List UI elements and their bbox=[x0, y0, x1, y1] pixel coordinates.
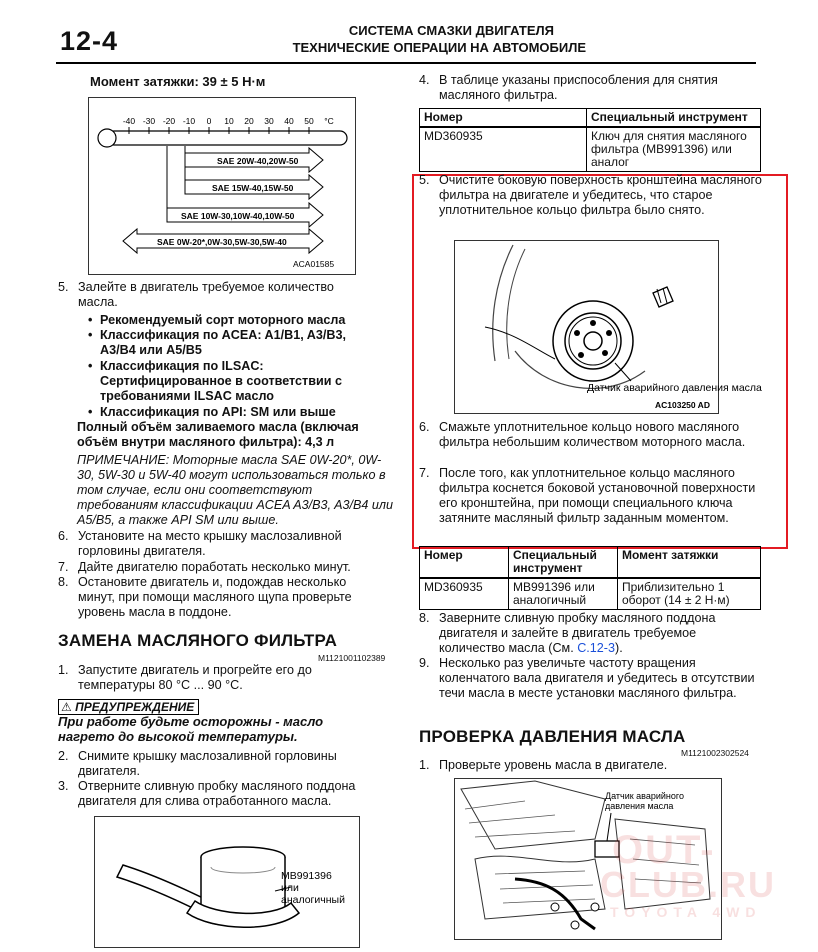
col-header-number: Номер bbox=[420, 109, 587, 128]
step-number: 5. bbox=[419, 173, 430, 187]
warning-text: При работе будьте осторожны - масло нагрето до высокой температуры. bbox=[58, 714, 324, 744]
tools-table bbox=[419, 108, 761, 172]
oring-label: Датчик аварийного давления масла bbox=[587, 382, 762, 394]
torque-table bbox=[419, 546, 761, 610]
page-number: 12-4 bbox=[60, 26, 119, 56]
cell-tool: MB991396 или аналогичный bbox=[509, 578, 618, 610]
step-number: 6. bbox=[419, 420, 430, 434]
oring-drawing bbox=[455, 241, 762, 413]
bullet-text: Классификация по API: SM или выше bbox=[100, 405, 336, 419]
table-header-row bbox=[420, 109, 761, 128]
section-code: M1121001102389 bbox=[318, 653, 386, 663]
step-6-install-cap bbox=[58, 529, 378, 559]
step-number: 8. bbox=[58, 575, 69, 589]
wrench-label: MB991396 или аналогичный bbox=[281, 870, 345, 906]
tick-label: 20 bbox=[244, 116, 254, 126]
step-text: Дайте двигателю поработать несколько минут. bbox=[78, 560, 351, 574]
step-number: 7. bbox=[58, 560, 69, 574]
step-1-warm-up bbox=[58, 663, 358, 693]
step-text-part: Заверните сливную пробку масляного поддона двигателя и залейте в двигатель требуемое количество масла (См. bbox=[439, 611, 716, 655]
band-label-3: SAE 10W-30,10W-40,10W-50 bbox=[181, 211, 295, 221]
step-6-lubricate bbox=[419, 420, 759, 450]
bullet-text: Рекомендуемый сорт моторного масла bbox=[100, 313, 346, 327]
table-row bbox=[420, 578, 761, 610]
watermark-line3: TOYOTA 4WD bbox=[610, 904, 762, 920]
step-9-check-leak bbox=[419, 656, 764, 701]
sae-viscosity-chart bbox=[88, 97, 356, 275]
warning-label-text: ПРЕДУПРЕЖДЕНИЕ bbox=[75, 700, 195, 714]
bulb-cover bbox=[103, 132, 113, 144]
table-header-row bbox=[420, 547, 761, 579]
section-title-oil-pressure: ПРОВЕРКА ДАВЛЕНИЯ МАСЛА bbox=[419, 727, 686, 746]
col-header-tool: Специальный инструмент bbox=[587, 109, 761, 128]
section-title-filter-replacement: ЗАМЕНА МАСЛЯНОГО ФИЛЬТРА bbox=[58, 631, 338, 650]
step-text: Очистите боковую поверхность кронштейна масляного фильтра на двигателе и убедитесь, что старое уплотнительное кольцо фильтра было снято. bbox=[439, 173, 762, 217]
step-5-fill-oil bbox=[58, 280, 358, 310]
band-label-1: SAE 20W-40,20W-50 bbox=[217, 156, 299, 166]
section-code: M1121002302524 bbox=[681, 748, 749, 758]
step-4-tools bbox=[419, 73, 759, 103]
step-number: 3. bbox=[58, 779, 69, 793]
step-number: 1. bbox=[419, 758, 430, 772]
page-ref-link[interactable]: С.12-3 bbox=[577, 641, 616, 655]
step-text: Смажьте уплотнительное кольцо нового масляного фильтра небольшим количеством моторного масла. bbox=[439, 420, 746, 449]
table-row bbox=[420, 127, 761, 172]
figure-code: ACA01585 bbox=[293, 259, 335, 269]
tick-label: 40 bbox=[284, 116, 294, 126]
step-text: После того, как уплотнительное кольцо масляного фильтра коснется боковой установочной поверхности его кронштейна, при помощи специального ключа затяните масляный фильтр заданным моментом. bbox=[439, 466, 756, 525]
header-rule bbox=[56, 62, 756, 64]
watermark-line1: OUT- bbox=[612, 828, 716, 872]
band-label-2: SAE 15W-40,15W-50 bbox=[212, 183, 294, 193]
step-text: Снимите крышку маслозаливной горловины двигателя. bbox=[78, 749, 337, 778]
step-number: 7. bbox=[419, 466, 430, 480]
tick-label: -40 bbox=[122, 116, 136, 126]
step-3-drain-oil bbox=[58, 779, 378, 809]
step-number: 6. bbox=[58, 529, 69, 543]
sae-chart-svg bbox=[89, 98, 355, 274]
tick-label: -20 bbox=[162, 116, 176, 126]
filter-wrench-drawing bbox=[95, 817, 359, 947]
step-text: Проверьте уровень масла в двигателе. bbox=[439, 758, 668, 772]
col-header-number: Номер bbox=[420, 547, 509, 579]
tick-label: 30 bbox=[264, 116, 274, 126]
cell-number: MD360935 bbox=[420, 127, 587, 172]
tick-label: °C bbox=[324, 116, 334, 126]
tick-label: -10 bbox=[182, 116, 196, 126]
step-number: 8. bbox=[419, 611, 430, 625]
plug-part bbox=[653, 287, 673, 307]
step-5-clean-surface bbox=[419, 173, 764, 218]
cell-tool: Ключ для снятия масляного фильтра (MB991396) или аналог bbox=[587, 127, 761, 172]
sensor-label: Датчик аварийного давления масла bbox=[605, 791, 684, 811]
oring-figure bbox=[454, 240, 762, 414]
step-text-part: ). bbox=[615, 641, 623, 655]
bullet-acea: • Классификация по ACEA: A1/B1, A3/B3, A3/B4 или A5/B5 bbox=[88, 328, 368, 358]
warning-icon: ⚠ bbox=[61, 700, 72, 714]
step-number: 2. bbox=[58, 749, 69, 763]
bullet-api: • Классификация по API: SM или выше bbox=[88, 405, 368, 420]
cell-number: MD360935 bbox=[420, 578, 509, 610]
filter-wrench-figure bbox=[94, 816, 360, 948]
bullet-text: Классификация по ACEA: A1/B1, A3/B3, A3/B4 или A5/B5 bbox=[100, 328, 346, 357]
col-header-tool: Специальный инструмент bbox=[509, 547, 618, 579]
bullet-ilsac: • Классификация по ILSAC: Сертифицированное в соответствии с требованиями ILSAC масло bbox=[88, 359, 384, 404]
step-text: Отверните сливную пробку масляного поддона двигателя для слива отработанного масла. bbox=[78, 779, 356, 808]
note-text: ПРИМЕЧАНИЕ: Моторные масла SAE 0W-20*, 0W-30, 5W-30 и 5W-40 могут использоваться только в том случае, если они соответствуют требованиям классификации ACEA A3/B3, A3/B4 или A5/B5, а также API SM или выше. bbox=[77, 453, 393, 527]
step-text: Несколько раз увеличьте частоту вращения коленчатого вала двигателя и убедитесь в отсутствии течи масла в месте установки масляного фильтра. bbox=[439, 656, 755, 700]
step-7-run-engine bbox=[58, 560, 388, 575]
col-header-torque: Момент затяжки bbox=[618, 547, 761, 579]
step-number: 4. bbox=[419, 73, 430, 87]
step-1-check-level bbox=[419, 758, 759, 773]
tick-label: 50 bbox=[304, 116, 314, 126]
step-2-remove-cap bbox=[58, 749, 378, 779]
torque-spec: Момент затяжки: 39 ± 5 Н·м bbox=[90, 74, 266, 89]
oring-figure-code: AC103250 AD bbox=[655, 400, 710, 410]
step-text: Остановите двигатель и, подождав несколько минут, при помощи масляного щупа проверьте уровень масла в поддоне. bbox=[78, 575, 352, 619]
step-number: 1. bbox=[58, 663, 69, 677]
bullet-text: Классификация по ILSAC: Сертифицированное в соответствии с требованиями ILSAC масло bbox=[100, 359, 342, 403]
step-8-drain-plug bbox=[419, 611, 764, 656]
header-subtitle: ТЕХНИЧЕСКИЕ ОПЕРАЦИИ НА АВТОМОБИЛЕ bbox=[292, 40, 586, 55]
tick-label: 0 bbox=[206, 116, 212, 126]
center-thread bbox=[584, 332, 602, 350]
step-8-check-level bbox=[58, 575, 378, 620]
bullet-oil-grade: • Рекомендуемый сорт моторного масла bbox=[88, 313, 368, 328]
watermark-line2: CLUB.RU bbox=[600, 864, 776, 905]
header-title: СИСТЕМА СМАЗКИ ДВИГАТЕЛЯ bbox=[348, 23, 554, 38]
step-text bbox=[439, 611, 764, 656]
tick-label: 10 bbox=[224, 116, 234, 126]
step-number: 9. bbox=[419, 656, 430, 670]
step-7-tighten bbox=[419, 466, 764, 526]
oil-volume: Полный объём заливаемого масла (включая объём внутри масляного фильтра): 4,3 л bbox=[77, 420, 359, 449]
tick-label: -30 bbox=[142, 116, 156, 126]
step-text: Запустите двигатель и прогрейте его до температуры 80 °C ... 90 °C. bbox=[78, 663, 312, 692]
step-text: В таблице указаны приспособления для снятия масляного фильтра. bbox=[439, 73, 718, 102]
step-text: Установите на место крышку маслозаливной горловины двигателя. bbox=[78, 529, 342, 558]
thermometer-tube bbox=[107, 131, 347, 145]
step-text: Залейте в двигатель требуемое количество масла. bbox=[78, 280, 334, 309]
band-label-4: SAE 0W-20*,0W-30,5W-30,5W-40 bbox=[157, 237, 287, 247]
cell-torque: Приблизительно 1 оборот (14 ± 2 Н·м) bbox=[618, 578, 761, 610]
step-number: 5. bbox=[58, 280, 69, 294]
